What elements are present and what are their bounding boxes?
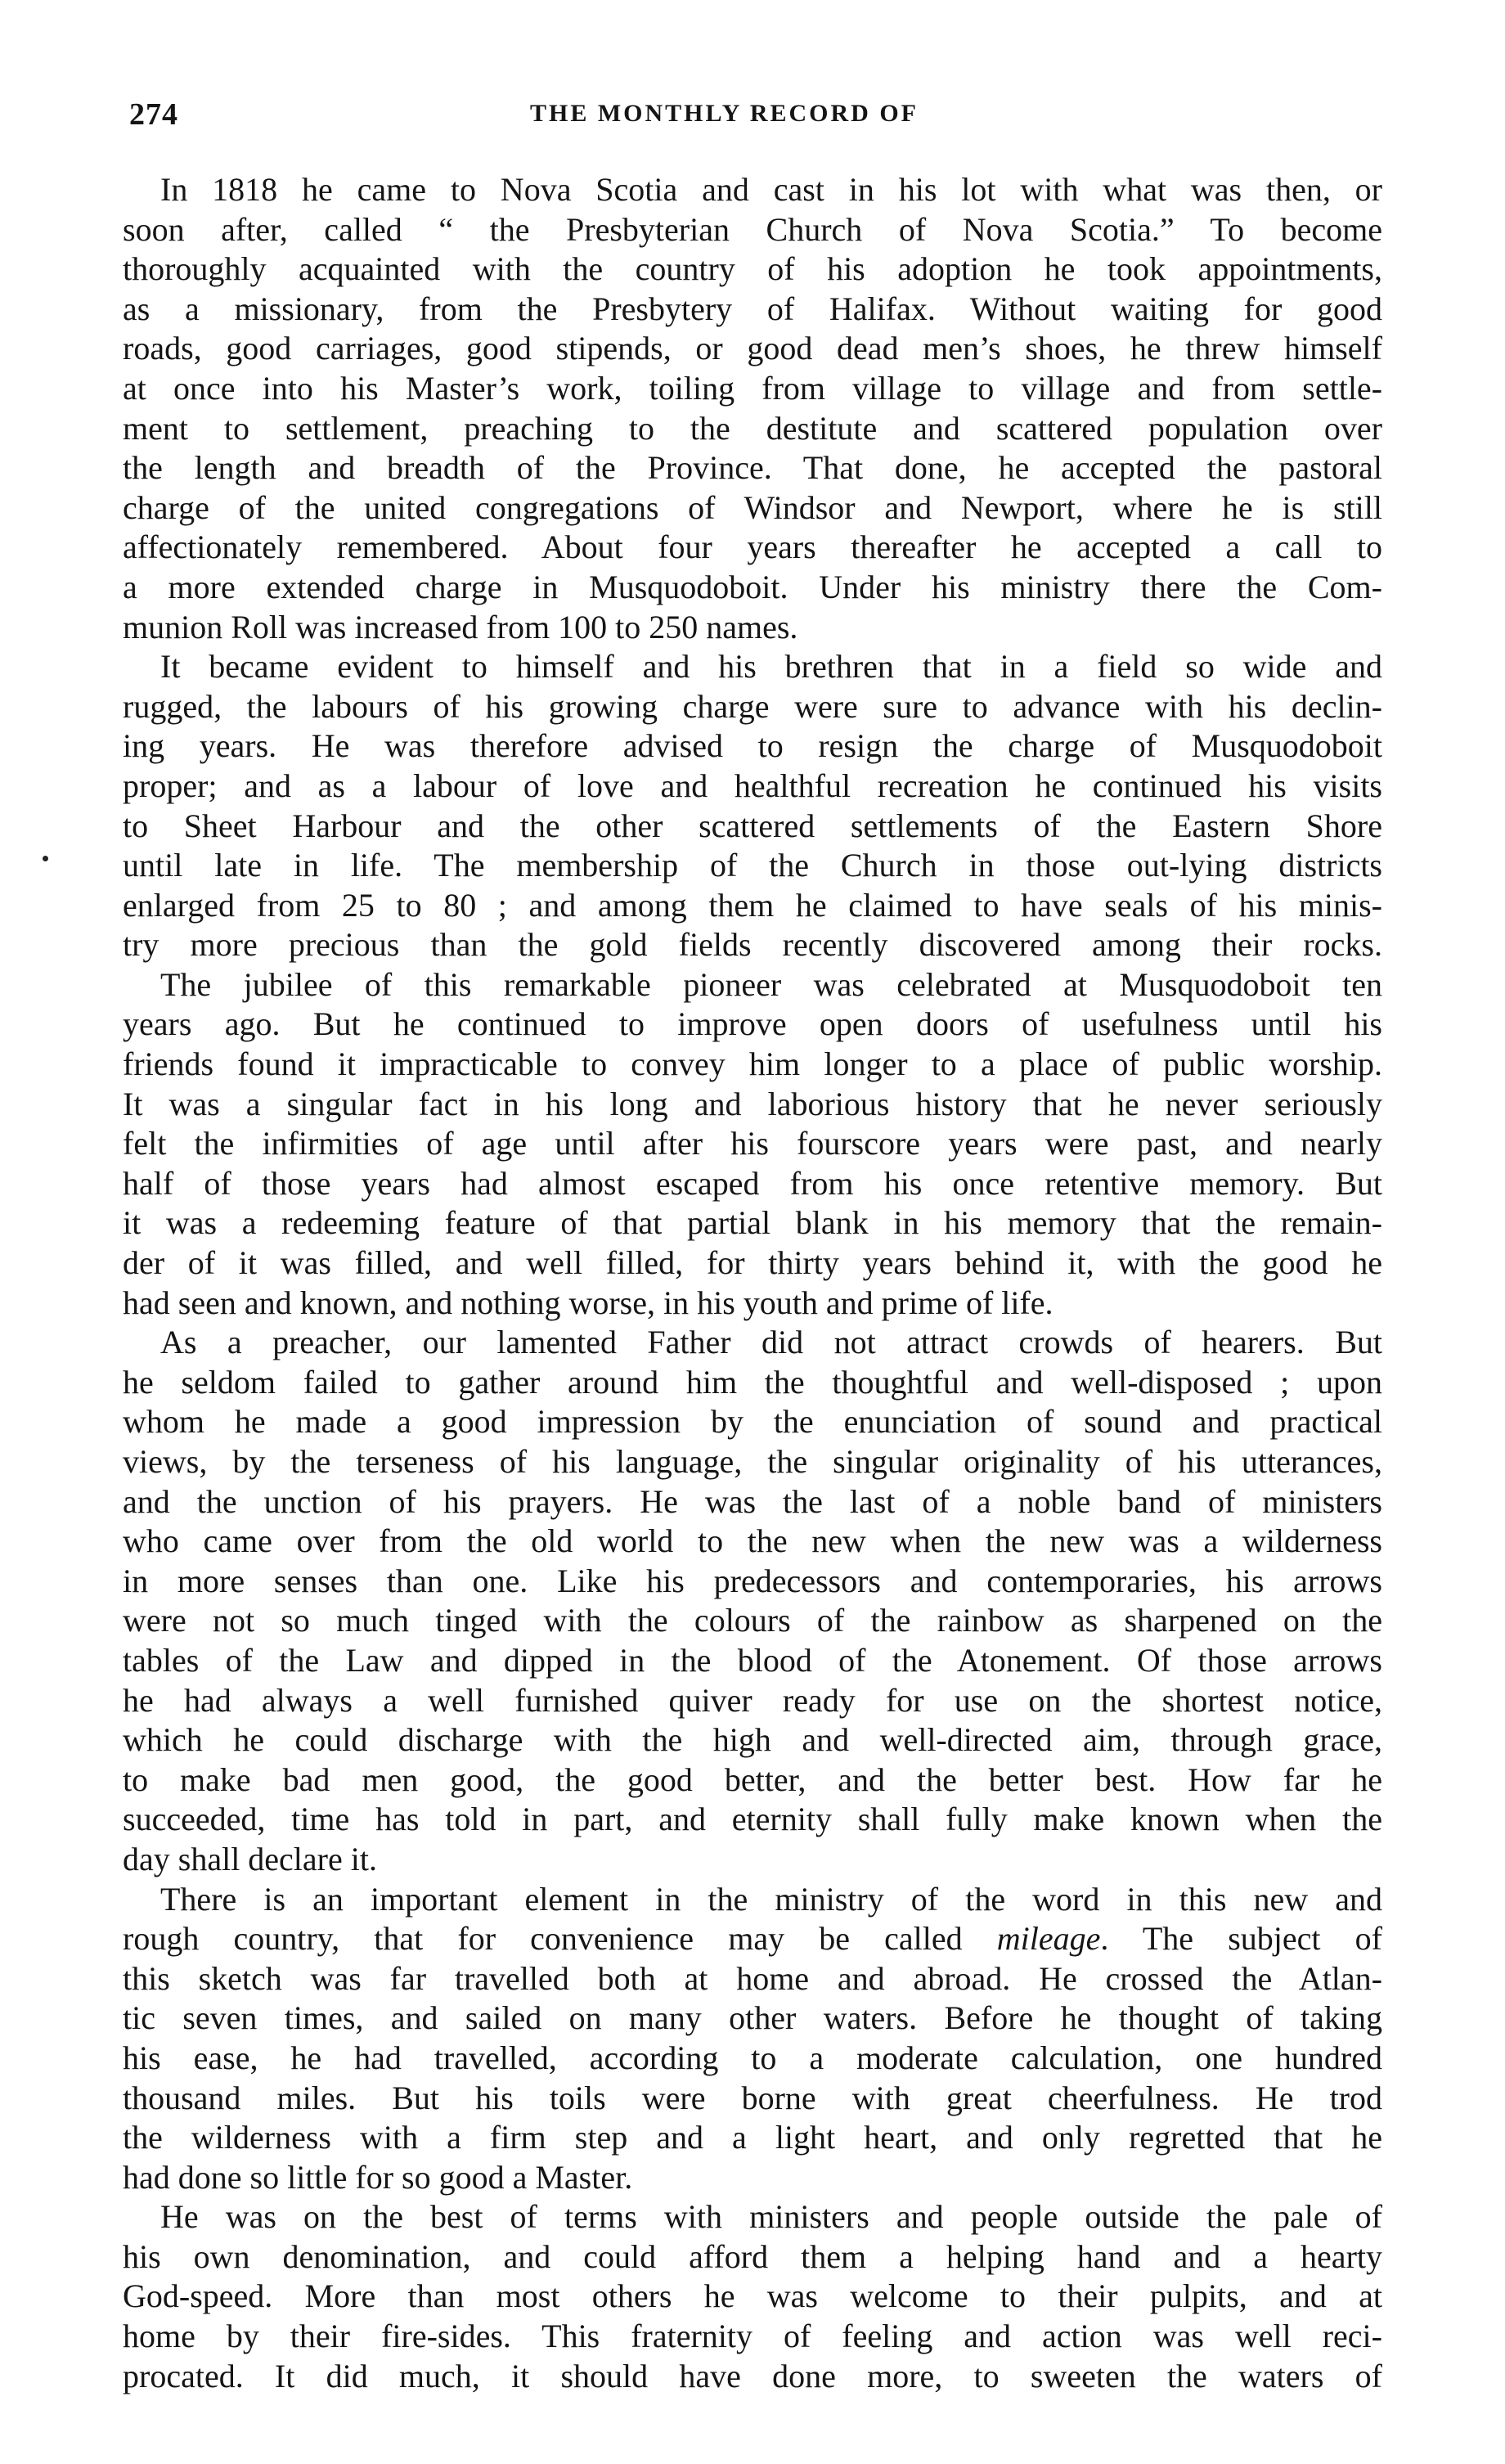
text-line: thousand miles. But his toils were borne with great cheerfulness. He trod [123,2079,1382,2116]
text-line: the wilderness with a firm step and a light heart, and only regretted that he [123,2119,1382,2156]
margin-mark [43,856,48,861]
text-line: it was a redeeming feature of that partial blank in his memory that the remain- [123,1204,1382,1242]
text-line: try more precious than the gold fields recently discovered among their rocks. [123,926,1382,964]
text-line: whom he made a good impression by the enunciation of sound and practical [123,1403,1382,1441]
text-line: There is an important element in the ministry of the word in this new and [160,1880,1382,1918]
paragraph-3 [123,965,1382,1323]
text-line: rugged, the labours of his growing charge were sure to advance with his declin- [123,687,1382,725]
text-line: He was on the best of terms with ministers and people outside the pale of [160,2198,1382,2236]
text-line: ing years. He was therefore advised to resign the charge of Musquodoboit [123,727,1382,765]
text-line: this sketch was far travelled both at home and abroad. He crossed the Atlan- [123,1959,1382,1997]
text-line: day shall declare it. [123,1840,377,1877]
running-head [129,97,1405,137]
text-line: had seen and known, and nothing worse, in his youth and prime of life. [123,1284,1054,1321]
text-line: munion Roll was increased from 100 to 250 names. [123,608,798,645]
text-line: a more extended charge in Musquodoboit. Under his ministry there the Com- [123,568,1382,605]
text-line: which he could discharge with the high and well-directed aim, through grace, [123,1721,1382,1759]
text-line: in more senses than one. Like his predecessors and contemporaries, his arrows [123,1562,1382,1599]
text-line: proper; and as a labour of love and healthful recreation he continued his visits [123,767,1382,804]
text-line: had done so little for so good a Master. [123,2158,633,2196]
italic-word: mileage [996,1920,1101,1958]
text-line: years ago. But he continued to improve open doors of usefulness until his [123,1005,1382,1043]
text-line: were not so much tinged with the colours of the rainbow as sharpened on the [123,1602,1382,1639]
paragraph-2 [123,647,1382,965]
body-text [123,170,1382,2396]
text-line: tables of the Law and dipped in the blood of the Atonement. Of those arrows [123,1641,1382,1679]
text-line: thoroughly acquainted with the country of his adoption he took appointments, [123,250,1382,288]
text-line: In 1818 he came to Nova Scotia and cast in his lot with what was then, or [160,171,1382,208]
text-line: half of those years had almost escaped from his once retentive memory. But [123,1164,1382,1202]
text-line: God-speed. More than most others he was welcome to their pulpits, and at [123,2277,1382,2315]
text-line: to Sheet Harbour and the other scattered settlements of the Eastern Shore [123,807,1382,844]
text-line: It was a singular fact in his long and laborious history that he never seriously [123,1085,1382,1122]
paragraph-4 [123,1323,1382,1879]
paragraph-6 [123,2197,1382,2396]
text-line: to make bad men good, the good better, and the better best. How far he [123,1760,1382,1798]
text-line: der of it was filled, and well filled, for thirty years behind it, with the good he [123,1244,1382,1282]
text-line: The jubilee of this remarkable pioneer was celebrated at Musquodoboit ten [160,965,1382,1003]
text-line: at once into his Master’s work, toiling from village to village and from settle- [123,369,1382,407]
text-line: It became evident to himself and his brethren that in a field so wide and [160,648,1382,686]
page-number: 274 [129,97,178,132]
paragraph-5 [123,1880,1382,2198]
text-line: his ease, he had travelled, according to a moderate calculation, one hundred [123,2039,1382,2076]
text-line: roads, good carriages, good stipends, or good dead men’s shoes, he threw himself [123,330,1382,367]
text-line: procated. It did much, it should have done more, to sweeten the waters of [123,2357,1382,2394]
text-line: tic seven times, and sailed on many other waters. Before he thought of taking [123,1999,1382,2037]
text-line: felt the infirmities of age until after his fourscore years were past, and nearly [123,1125,1382,1162]
text-line: home by their fire-sides. This fraternity of feeling and action was well reci- [123,2318,1382,2355]
running-title: THE MONTHLY RECORD OF [530,100,919,127]
text-line: he seldom failed to gather around him the thoughtful and well-disposed ; upon [123,1363,1382,1401]
text-line: his own denomination, and could afford them a helping hand and a hearty [123,2237,1382,2275]
text-line: succeeded, time has told in part, and eternity shall fully make known when the [123,1801,1382,1838]
text-line: rough country, that for convenience may be called mileage. The subject of [123,1920,1382,1958]
text-line: enlarged from 25 to 80 ; and among them he claimed to have seals of his minis- [123,886,1382,924]
text-line: he had always a well furnished quiver ready for use on the shortest notice, [123,1681,1382,1719]
text-line: who came over from the old world to the new when the new was a wilderness [123,1522,1382,1560]
text-line: ment to settlement, preaching to the destitute and scattered population over [123,409,1382,447]
text-line: soon after, called “ the Presbyterian Church of Nova Scotia.” To become [123,210,1382,248]
text-line: and the unction of his prayers. He was the last of a noble band of ministers [123,1482,1382,1520]
paragraph-1 [123,170,1382,647]
text-line: affectionately remembered. About four years thereafter he accepted a call to [123,528,1382,566]
text-line: friends found it impracticable to convey him longer to a place of public worship. [123,1045,1382,1083]
text-line: as a missionary, from the Presbytery of Halifax. Without waiting for good [123,290,1382,327]
text-line: views, by the terseness of his language, the singular originality of his utterances, [123,1443,1382,1480]
text-line: charge of the united congregations of Windsor and Newport, where he is still [123,488,1382,526]
text-line: As a preacher, our lamented Father did not attract crowds of hearers. But [160,1324,1382,1361]
text-line: the length and breadth of the Province. That done, he accepted the pastoral [123,449,1382,487]
text-line: until late in life. The membership of the Church in those out-lying districts [123,847,1382,884]
